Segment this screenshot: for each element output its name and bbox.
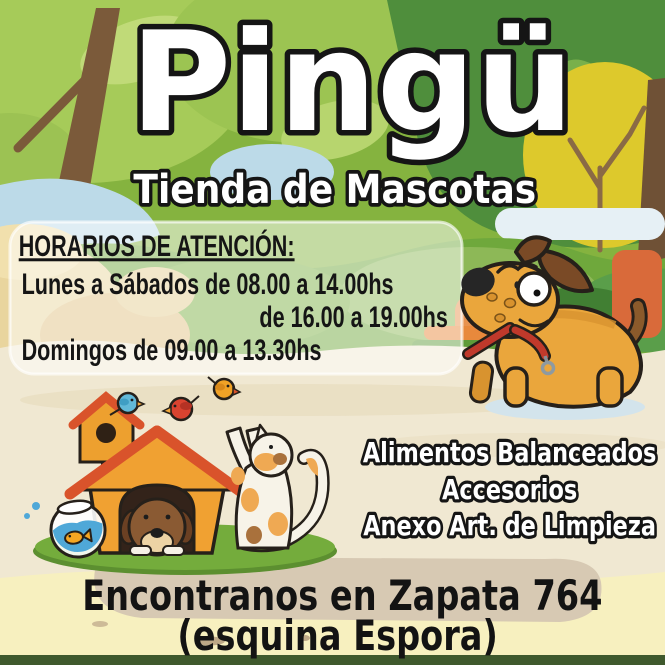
cat-face-patch-brown: [273, 453, 287, 465]
hours-sunday: Domingos de 09.00 a 13.30hs: [21, 332, 322, 367]
house-dog-eye-left: [144, 515, 149, 520]
poster-title: Pingü: [130, 2, 574, 163]
dog-leg-front: [505, 368, 527, 406]
address-line-2: (esquina Espora): [177, 611, 498, 660]
orange-bird-wing: [215, 384, 225, 391]
red-bird-wing: [180, 402, 192, 410]
service-line-3: Anexo Art. de Limpieza: [363, 508, 656, 542]
dog-cheek-spot-3: [495, 314, 505, 322]
red-bird-eye: [174, 405, 177, 408]
hours-weekdays: Lunes a Sábados de 08.00 a 14.00hs: [21, 266, 394, 301]
hours-weekdays-afternoon: de 16.00 a 19.00hs: [259, 299, 448, 334]
dog-pupil: [534, 290, 541, 297]
cat-body-patch-brown: [246, 526, 262, 544]
dog-leg-rear: [598, 368, 622, 406]
water-drop-1: [32, 502, 40, 510]
birdhouse-hole: [96, 423, 116, 443]
blue-bird-eye: [131, 399, 134, 402]
water-drop-2: [24, 513, 30, 519]
house-dog-paw-left: [130, 546, 151, 555]
house-dog-eye-right: [166, 515, 171, 520]
poster-subtitle: Tienda de Mascotas: [133, 166, 537, 213]
house-dog-paw-right: [163, 546, 184, 555]
subtitle-group: [133, 166, 536, 212]
address-line-1: Encontranos en Zapata 764: [82, 571, 603, 620]
cat-body-patch-1: [241, 488, 259, 512]
hours-heading: HORARIOS DE ATENCIÓN:: [18, 228, 295, 263]
dog-cheek-spot-1: [487, 293, 497, 301]
cat-shoulder-patch: [231, 467, 245, 485]
dog-eye-small: [514, 281, 519, 289]
orange-bird-eye: [227, 385, 230, 388]
sand-speckle-3: [92, 621, 108, 627]
pond-right: [495, 208, 665, 240]
blue-bird-wing: [119, 399, 129, 406]
dog-eye-big: [518, 273, 550, 305]
cat-eye: [269, 445, 273, 449]
service-line-2: Accesorios: [442, 472, 578, 506]
service-line-1: Alimentos Balanceados: [362, 435, 657, 469]
dog-cheek-spot-2: [505, 299, 516, 308]
dog-leg-far-front: [469, 361, 493, 403]
house-dog-nose: [151, 528, 164, 538]
cat-body-patch-2: [268, 512, 288, 536]
